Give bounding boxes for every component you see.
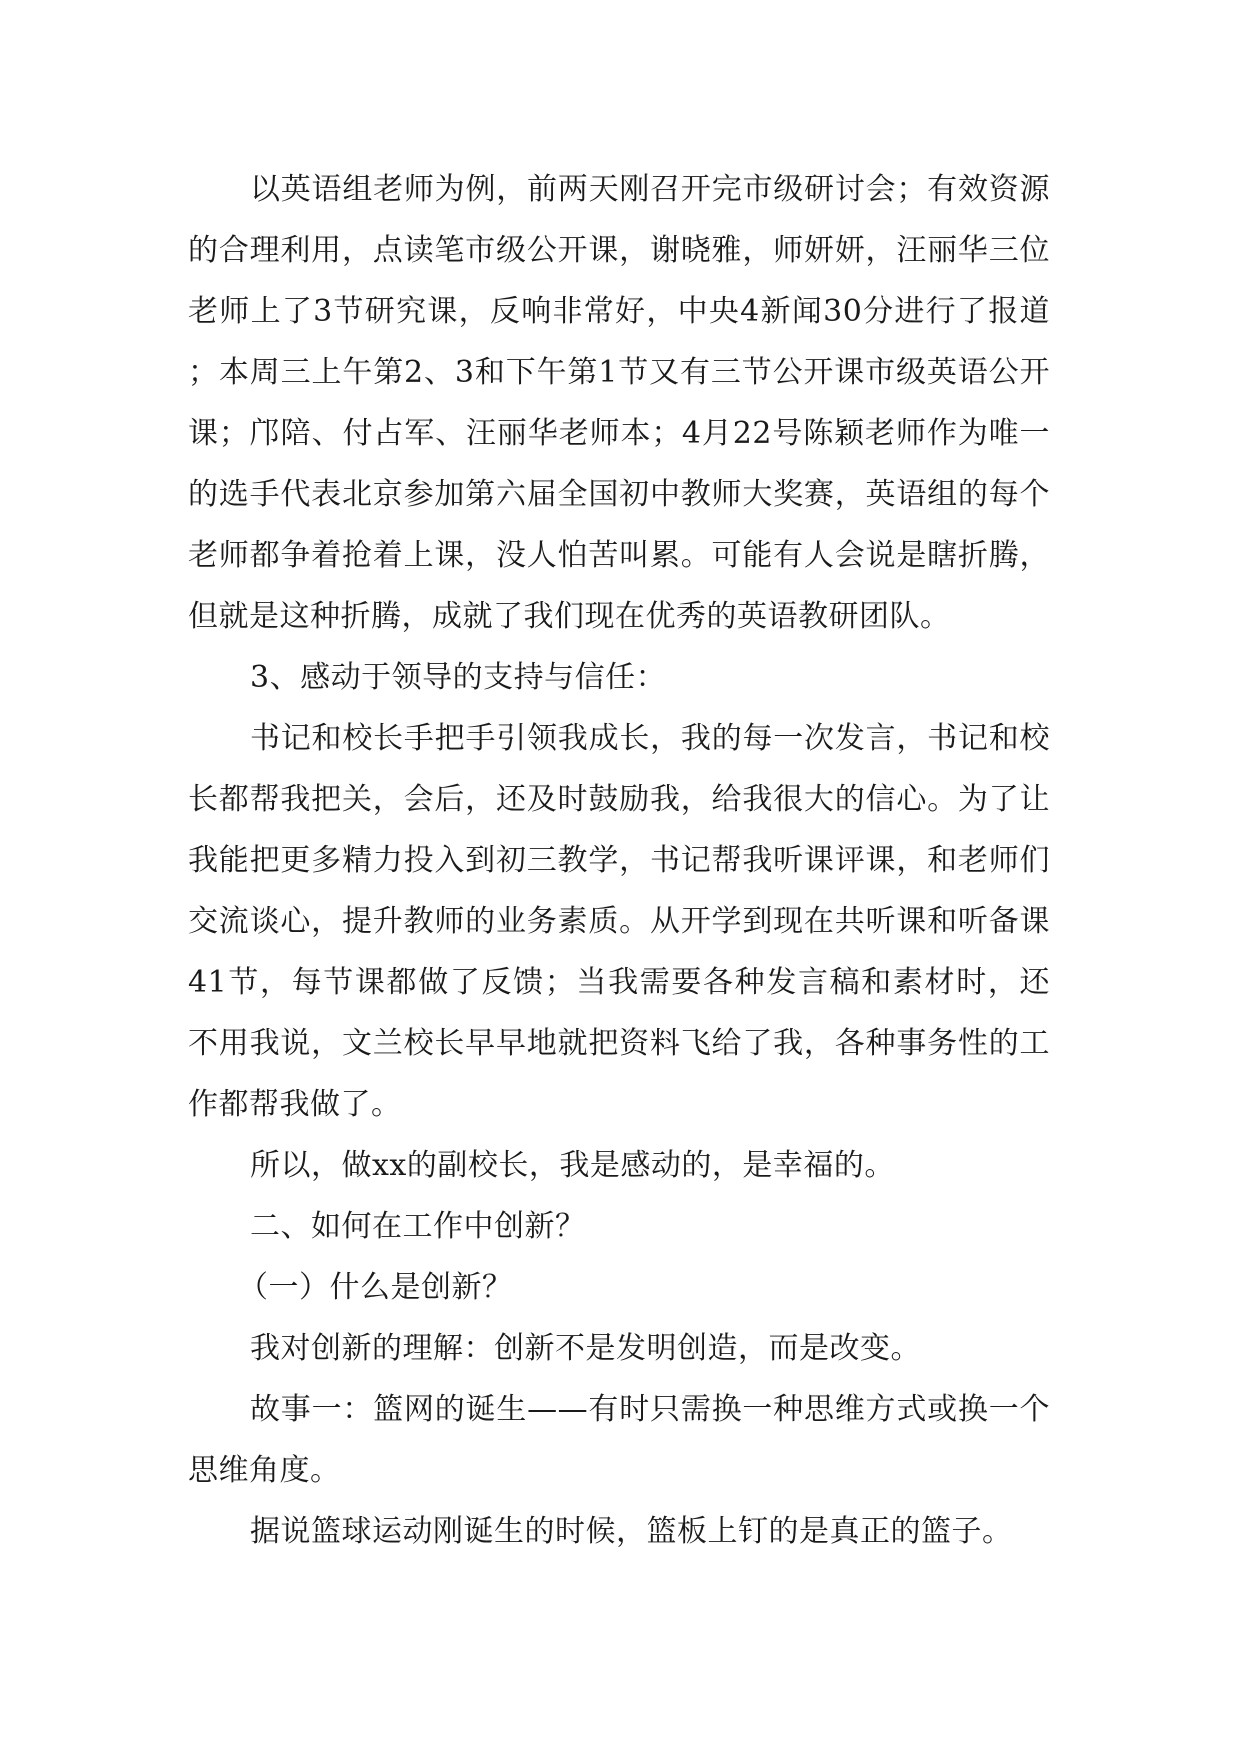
paragraph-story-one: 故事一：篮网的诞生——有时只需换一种思维方式或换一个思维角度。 — [188, 1392, 1050, 1488]
paragraph-english-group-example: 以英语组老师为例，前两天刚召开完市级研讨会；有效资源的合理利用，点读笔市级公开课，谢晓雅，师妍妍，汪丽华三位老师上了3节研究课，反响非常好，中央4新闻30分进行了报道；本周三上午第2、3和下午第1节又有三节公开课市级英语公开课；邝陪、付占军、汪丽华老师本；4月22号陈颖老师作为唯一的选手代表北京参加第六届全国初中教师大奖赛，英语组的每个老师都争着抢着上课，没人怕苦叫累。可能有人会说是瞎折腾，但就是这种折腾，成就了我们现在优秀的英语教研团队。 — [188, 172, 1050, 634]
paragraph-leadership-details: 书记和校长手把手引领我成长，我的每一次发言，书记和校长都帮我把关，会后，还及时鼓励我，给我很大的信心。为了让我能把更多精力投入到初三教学，书记帮我听课评课，和老师们交流谈心，提升教师的业务素质。从开学到现在共听课和听备课41节，每节课都做了反馈；当我需要各种发言稿和素材时，还不用我说，文兰校长早早地就把资料飞给了我，各种事务性的工作都帮我做了。 — [188, 721, 1050, 1122]
paragraph-innovation-understanding: 我对创新的理解：创新不是发明创造，而是改变。 — [250, 1331, 921, 1366]
paragraph-heading-leadership-support: 3、感动于领导的支持与信任： — [250, 660, 667, 695]
document-body — [188, 159, 1050, 1562]
subsection-heading-what-is-innovation: （一）什么是创新？ — [238, 1270, 513, 1305]
paragraph-conclusion-happiness: 所以，做xx的副校长，我是感动的，是幸福的。 — [250, 1148, 895, 1183]
paragraph-basketball-origin: 据说篮球运动刚诞生的时候，篮板上钉的是真正的篮子。 — [250, 1514, 1013, 1549]
section-heading-innovation: 二、如何在工作中创新？ — [250, 1209, 586, 1244]
